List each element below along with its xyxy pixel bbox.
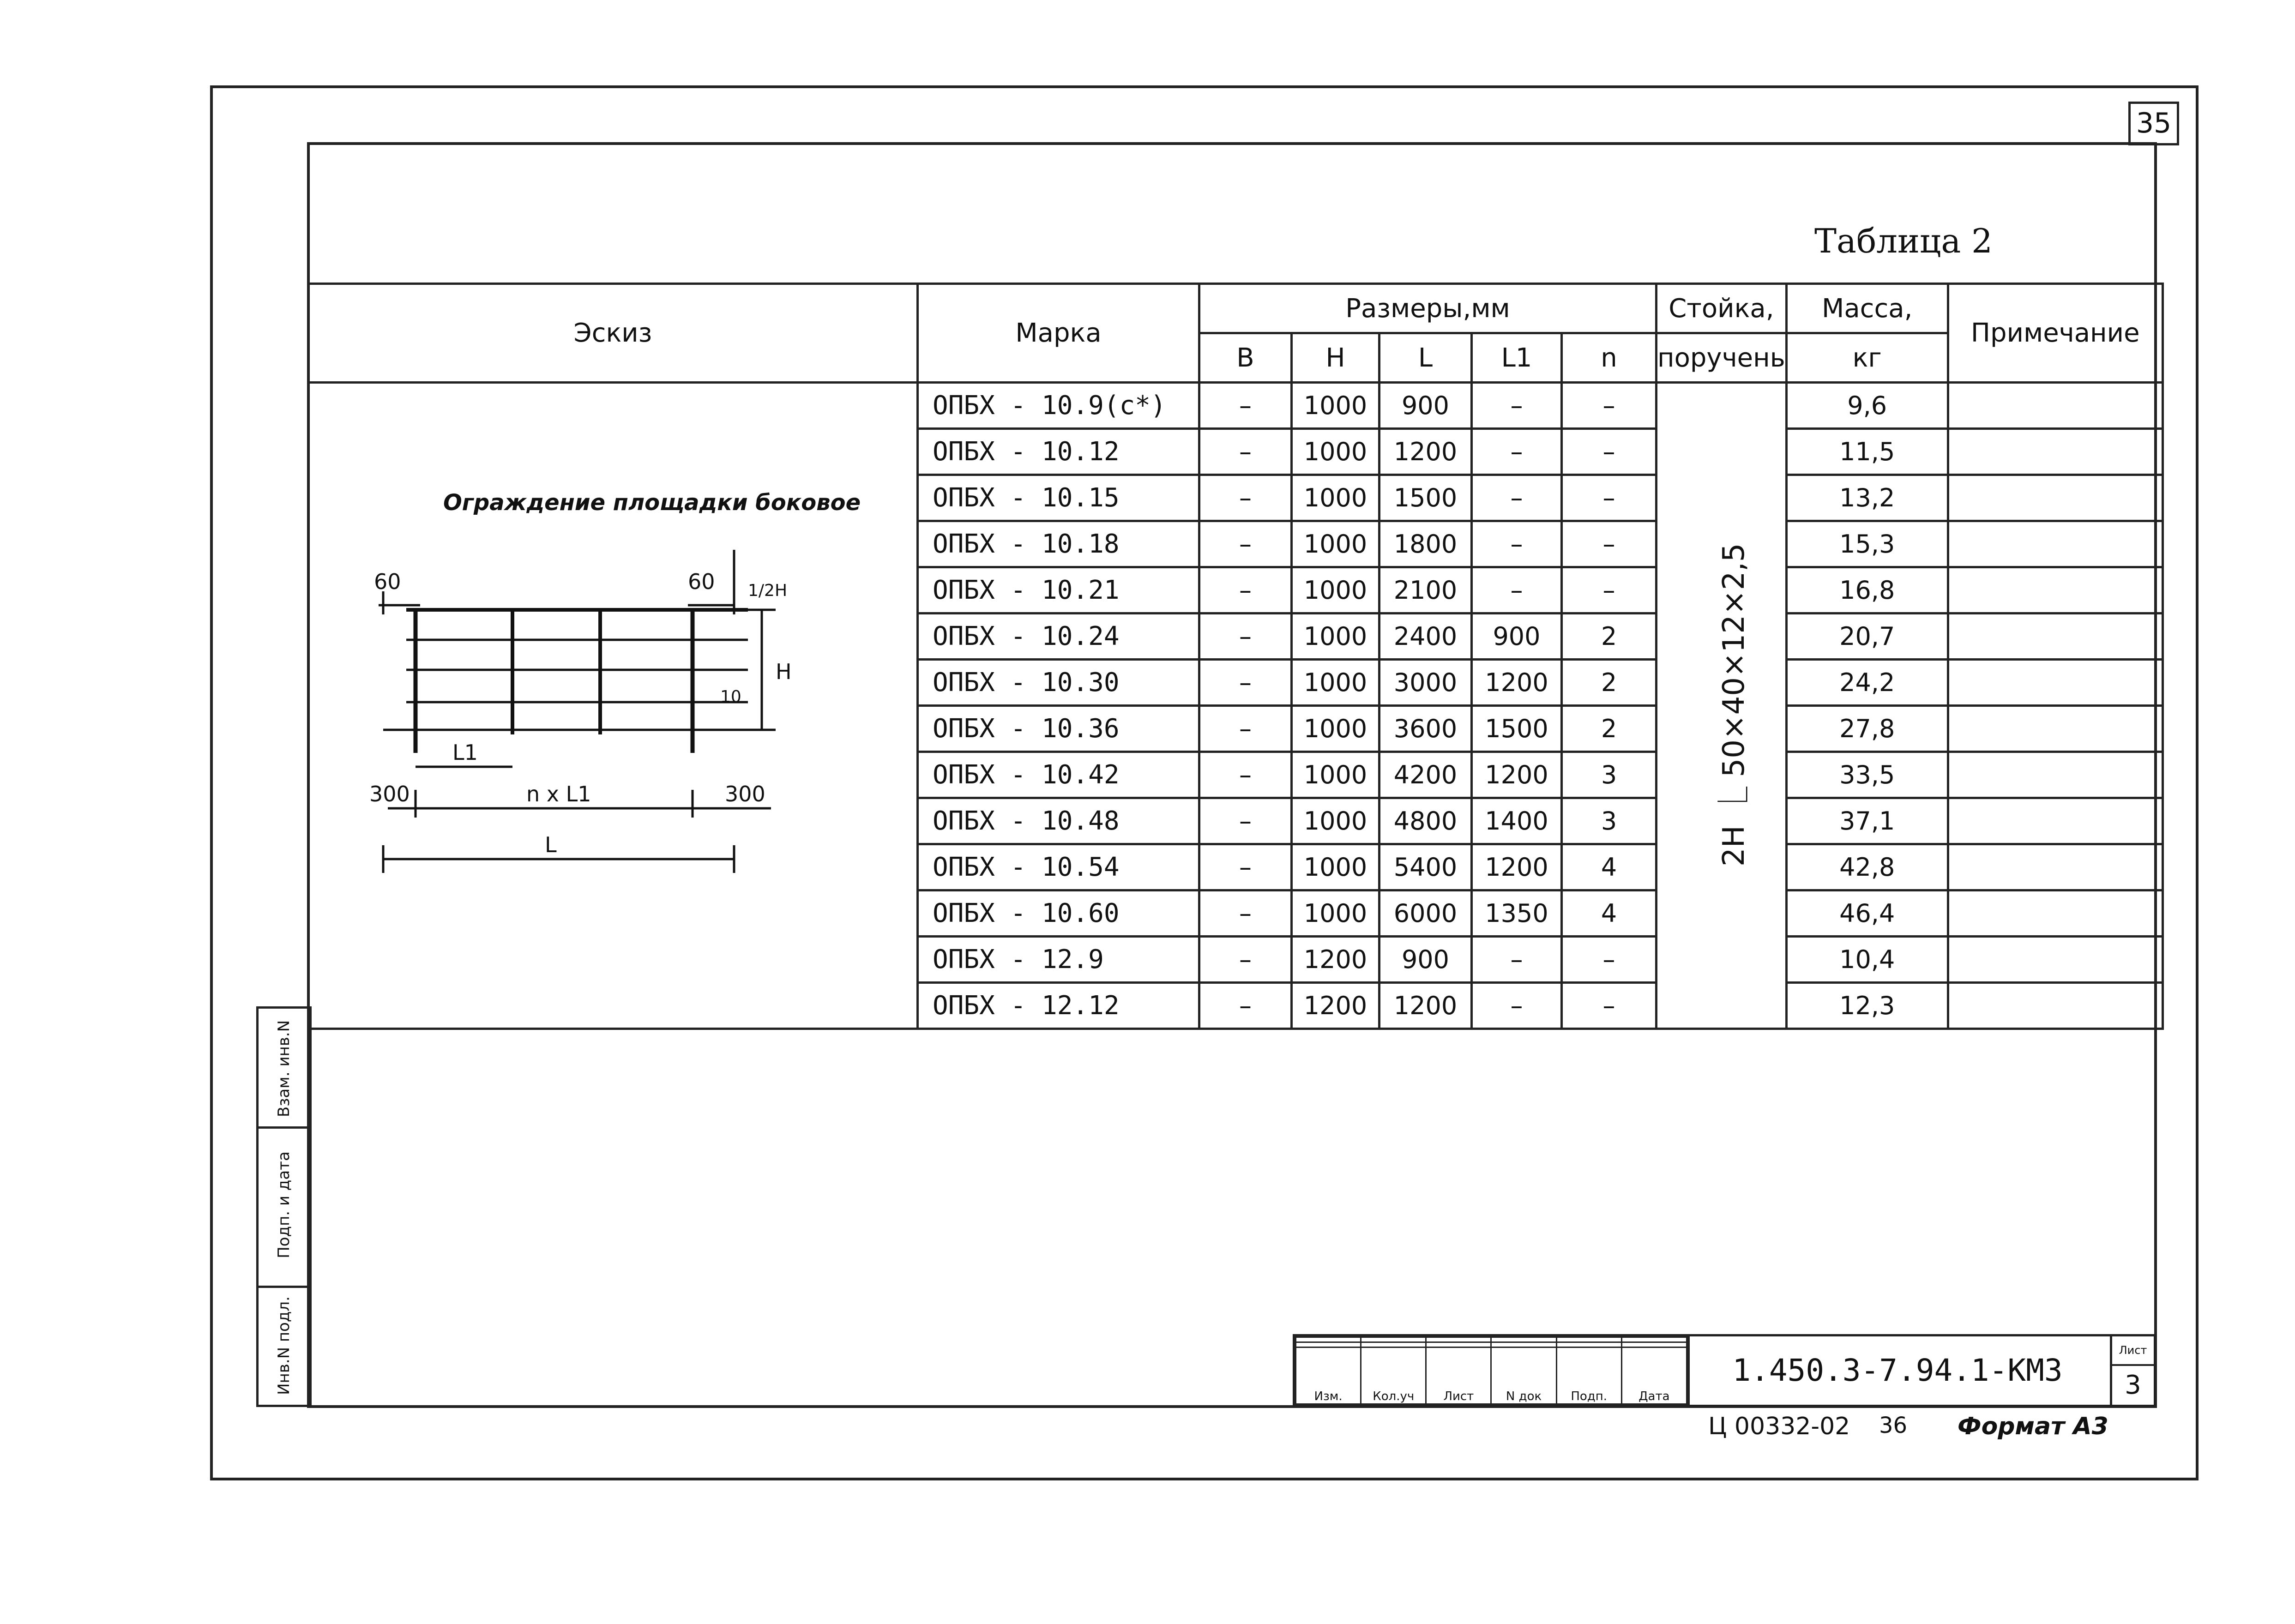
cell-h: 1000 [1292, 567, 1379, 614]
header-dim-l: L [1379, 333, 1472, 383]
cell-l: 4800 [1379, 798, 1472, 844]
left-approval-strip [256, 1006, 312, 1407]
cell-h: 1000 [1292, 475, 1379, 521]
cell-l1: – [1472, 567, 1562, 614]
cell-mass: 27,8 [1786, 706, 1948, 752]
cell-mark: ОПБХ - 10.42 [918, 752, 1199, 798]
header-mark: Марка [918, 284, 1199, 383]
cell-mark: ОПБХ - 12.12 [918, 983, 1199, 1029]
cell-h: 1000 [1292, 844, 1379, 890]
cell-mass: 46,4 [1786, 890, 1948, 937]
cell-l: 5400 [1379, 844, 1472, 890]
cell-b: – [1199, 660, 1292, 706]
cell-note [1948, 614, 2162, 660]
cell-post-profile [1656, 383, 1787, 1029]
cell-l1: – [1472, 475, 1562, 521]
cell-n: 4 [1562, 844, 1656, 890]
cell-n: – [1562, 521, 1656, 567]
cell-n: 2 [1562, 660, 1656, 706]
sheet-value: 3 [2125, 1370, 2141, 1400]
footer-code: Ц 00332-02 [1708, 1413, 1850, 1440]
cell-l1: – [1472, 521, 1562, 567]
dim-l: L [545, 832, 557, 857]
strip-cell-inventory: Инв.N подл. [275, 1296, 293, 1395]
sheet-label: Лист [2112, 1336, 2154, 1366]
cell-note [1948, 706, 2162, 752]
stamp-label-data: Дата [1621, 1347, 1687, 1404]
cell-b: – [1199, 752, 1292, 798]
cell-mark: ОПБХ - 10.12 [918, 429, 1199, 475]
cell-note [1948, 890, 2162, 937]
cell-h: 1000 [1292, 521, 1379, 567]
stamp-label-izm: Изм. [1296, 1347, 1361, 1404]
dim-h: H [776, 659, 792, 684]
cell-mark: ОПБХ - 10.18 [918, 521, 1199, 567]
header-dim-h: H [1292, 333, 1379, 383]
header-dim-b: B [1199, 333, 1292, 383]
table-row [308, 383, 2163, 429]
cell-mark: ОПБХ - 10.48 [918, 798, 1199, 844]
header-post-2: поручень [1656, 333, 1787, 383]
table-title: Таблица 2 [1814, 222, 1993, 260]
revision-stamp [1293, 1334, 1690, 1407]
cell-l: 1200 [1379, 983, 1472, 1029]
header-mass-2: кг [1786, 333, 1948, 383]
cell-b: – [1199, 706, 1292, 752]
header-sketch: Эскиз [308, 284, 918, 383]
cell-note [1948, 521, 2162, 567]
strip-cell-signature: Подп. и дата [259, 1126, 309, 1288]
cell-mark: ОПБХ - 10.9(с*) [918, 383, 1199, 429]
cell-n: – [1562, 429, 1656, 475]
cell-b: – [1199, 383, 1292, 429]
cell-note [1948, 383, 2162, 429]
cell-note [1948, 844, 2162, 890]
cell-l: 3000 [1379, 660, 1472, 706]
cell-b: – [1199, 890, 1292, 937]
cell-mass: 33,5 [1786, 752, 1948, 798]
cell-n: – [1562, 983, 1656, 1029]
cell-note [1948, 660, 2162, 706]
footer-format: Формат А3 [1958, 1413, 2108, 1440]
cell-h: 1200 [1292, 983, 1379, 1029]
header-mass-1: Масса, [1786, 284, 1948, 333]
sketch-cell [308, 383, 918, 1029]
dim-nxl1: n x L1 [526, 782, 591, 806]
cell-b: – [1199, 937, 1292, 983]
cell-n: 3 [1562, 798, 1656, 844]
sheet-number-top: 35 [2128, 102, 2179, 145]
cell-l: 900 [1379, 383, 1472, 429]
cell-b: – [1199, 475, 1292, 521]
cell-h: 1000 [1292, 383, 1379, 429]
post-profile-text: 2H ⎿ 50×40×12×2,5 [1717, 543, 1751, 866]
cell-note [1948, 798, 2162, 844]
cell-mass: 16,8 [1786, 567, 1948, 614]
cell-mark: ОПБХ - 10.30 [918, 660, 1199, 706]
cell-n: 4 [1562, 890, 1656, 937]
cell-h: 1000 [1292, 752, 1379, 798]
cell-n: 3 [1562, 752, 1656, 798]
cell-l1: – [1472, 937, 1562, 983]
cell-h: 1000 [1292, 798, 1379, 844]
cell-b: – [1199, 844, 1292, 890]
cell-mark: ОПБХ - 10.15 [918, 475, 1199, 521]
dim-60-left: 60 [374, 569, 401, 594]
cell-l: 900 [1379, 937, 1472, 983]
stamp-label-kol: Кол.уч [1361, 1347, 1426, 1404]
cell-mass: 42,8 [1786, 844, 1948, 890]
cell-b: – [1199, 429, 1292, 475]
cell-l1: – [1472, 429, 1562, 475]
cell-note [1948, 983, 2162, 1029]
cell-l: 2100 [1379, 567, 1472, 614]
cell-note [1948, 567, 2162, 614]
cell-n: – [1562, 383, 1656, 429]
cell-l1: 1200 [1472, 660, 1562, 706]
header-dim-l1: L1 [1472, 333, 1562, 383]
cell-mass: 11,5 [1786, 429, 1948, 475]
dim-60-right: 60 [688, 569, 715, 594]
stamp-label-list: Лист [1426, 1347, 1491, 1404]
cell-mass: 10,4 [1786, 937, 1948, 983]
header-dimensions: Размеры,мм [1199, 284, 1656, 333]
cell-h: 1000 [1292, 614, 1379, 660]
header-dim-n: n [1562, 333, 1656, 383]
cell-l: 2400 [1379, 614, 1472, 660]
cell-mass: 9,6 [1786, 383, 1948, 429]
cell-l1: 1500 [1472, 706, 1562, 752]
cell-n: 2 [1562, 706, 1656, 752]
cell-mass: 13,2 [1786, 475, 1948, 521]
railing-sketch [369, 550, 831, 882]
cell-mass: 37,1 [1786, 798, 1948, 844]
cell-mark: ОПБХ - 10.54 [918, 844, 1199, 890]
cell-l1: 1200 [1472, 752, 1562, 798]
cell-mark: ОПБХ - 12.9 [918, 937, 1199, 983]
header-note: Примечание [1948, 284, 2162, 383]
footer-number: 36 [1879, 1413, 1908, 1438]
document-code: 1.450.3-7.94.1-КМ3 [1685, 1334, 2112, 1407]
cell-n: – [1562, 475, 1656, 521]
header-post-1: Стойка, [1656, 284, 1787, 333]
dim-l1: L1 [452, 740, 478, 765]
strip-cell-replaced: Взам. инв.N [259, 1009, 309, 1129]
cell-h: 1000 [1292, 890, 1379, 937]
sheet-box [2110, 1334, 2156, 1407]
cell-h: 1000 [1292, 429, 1379, 475]
cell-mass: 12,3 [1786, 983, 1948, 1029]
cell-mass: 24,2 [1786, 660, 1948, 706]
cell-h: 1000 [1292, 706, 1379, 752]
cell-l1: – [1472, 983, 1562, 1029]
cell-mark: ОПБХ - 10.24 [918, 614, 1199, 660]
cell-note [1948, 752, 2162, 798]
cell-b: – [1199, 567, 1292, 614]
spec-table [307, 283, 2164, 1030]
dim-300-left: 300 [369, 782, 410, 806]
cell-n: – [1562, 937, 1656, 983]
cell-l1: 1400 [1472, 798, 1562, 844]
cell-l1: 1350 [1472, 890, 1562, 937]
cell-mark: ОПБХ - 10.21 [918, 567, 1199, 614]
dim-half-h: 1/2H [748, 581, 788, 600]
cell-l1: 1200 [1472, 844, 1562, 890]
cell-note [1948, 937, 2162, 983]
cell-note [1948, 475, 2162, 521]
cell-n: – [1562, 567, 1656, 614]
cell-h: 1000 [1292, 660, 1379, 706]
dim-10: 10 [720, 687, 741, 706]
cell-h: 1200 [1292, 937, 1379, 983]
cell-mass: 15,3 [1786, 521, 1948, 567]
cell-l: 1500 [1379, 475, 1472, 521]
cell-l: 4200 [1379, 752, 1472, 798]
dim-300-right: 300 [725, 782, 765, 806]
cell-b: – [1199, 983, 1292, 1029]
stamp-label-ndok: N док [1491, 1347, 1556, 1404]
cell-note [1948, 429, 2162, 475]
cell-l: 1800 [1379, 521, 1472, 567]
stamp-grid [1295, 1336, 1687, 1405]
cell-b: – [1199, 614, 1292, 660]
sketch-caption: Ограждение площадки боковое [443, 490, 861, 516]
cell-l: 3600 [1379, 706, 1472, 752]
cell-mark: ОПБХ - 10.60 [918, 890, 1199, 937]
cell-l1: 900 [1472, 614, 1562, 660]
stamp-label-podp: Подп. [1556, 1347, 1621, 1404]
cell-b: – [1199, 798, 1292, 844]
cell-l: 1200 [1379, 429, 1472, 475]
cell-n: 2 [1562, 614, 1656, 660]
cell-l: 6000 [1379, 890, 1472, 937]
cell-mark: ОПБХ - 10.36 [918, 706, 1199, 752]
cell-l1: – [1472, 383, 1562, 429]
cell-b: – [1199, 521, 1292, 567]
cell-mass: 20,7 [1786, 614, 1948, 660]
